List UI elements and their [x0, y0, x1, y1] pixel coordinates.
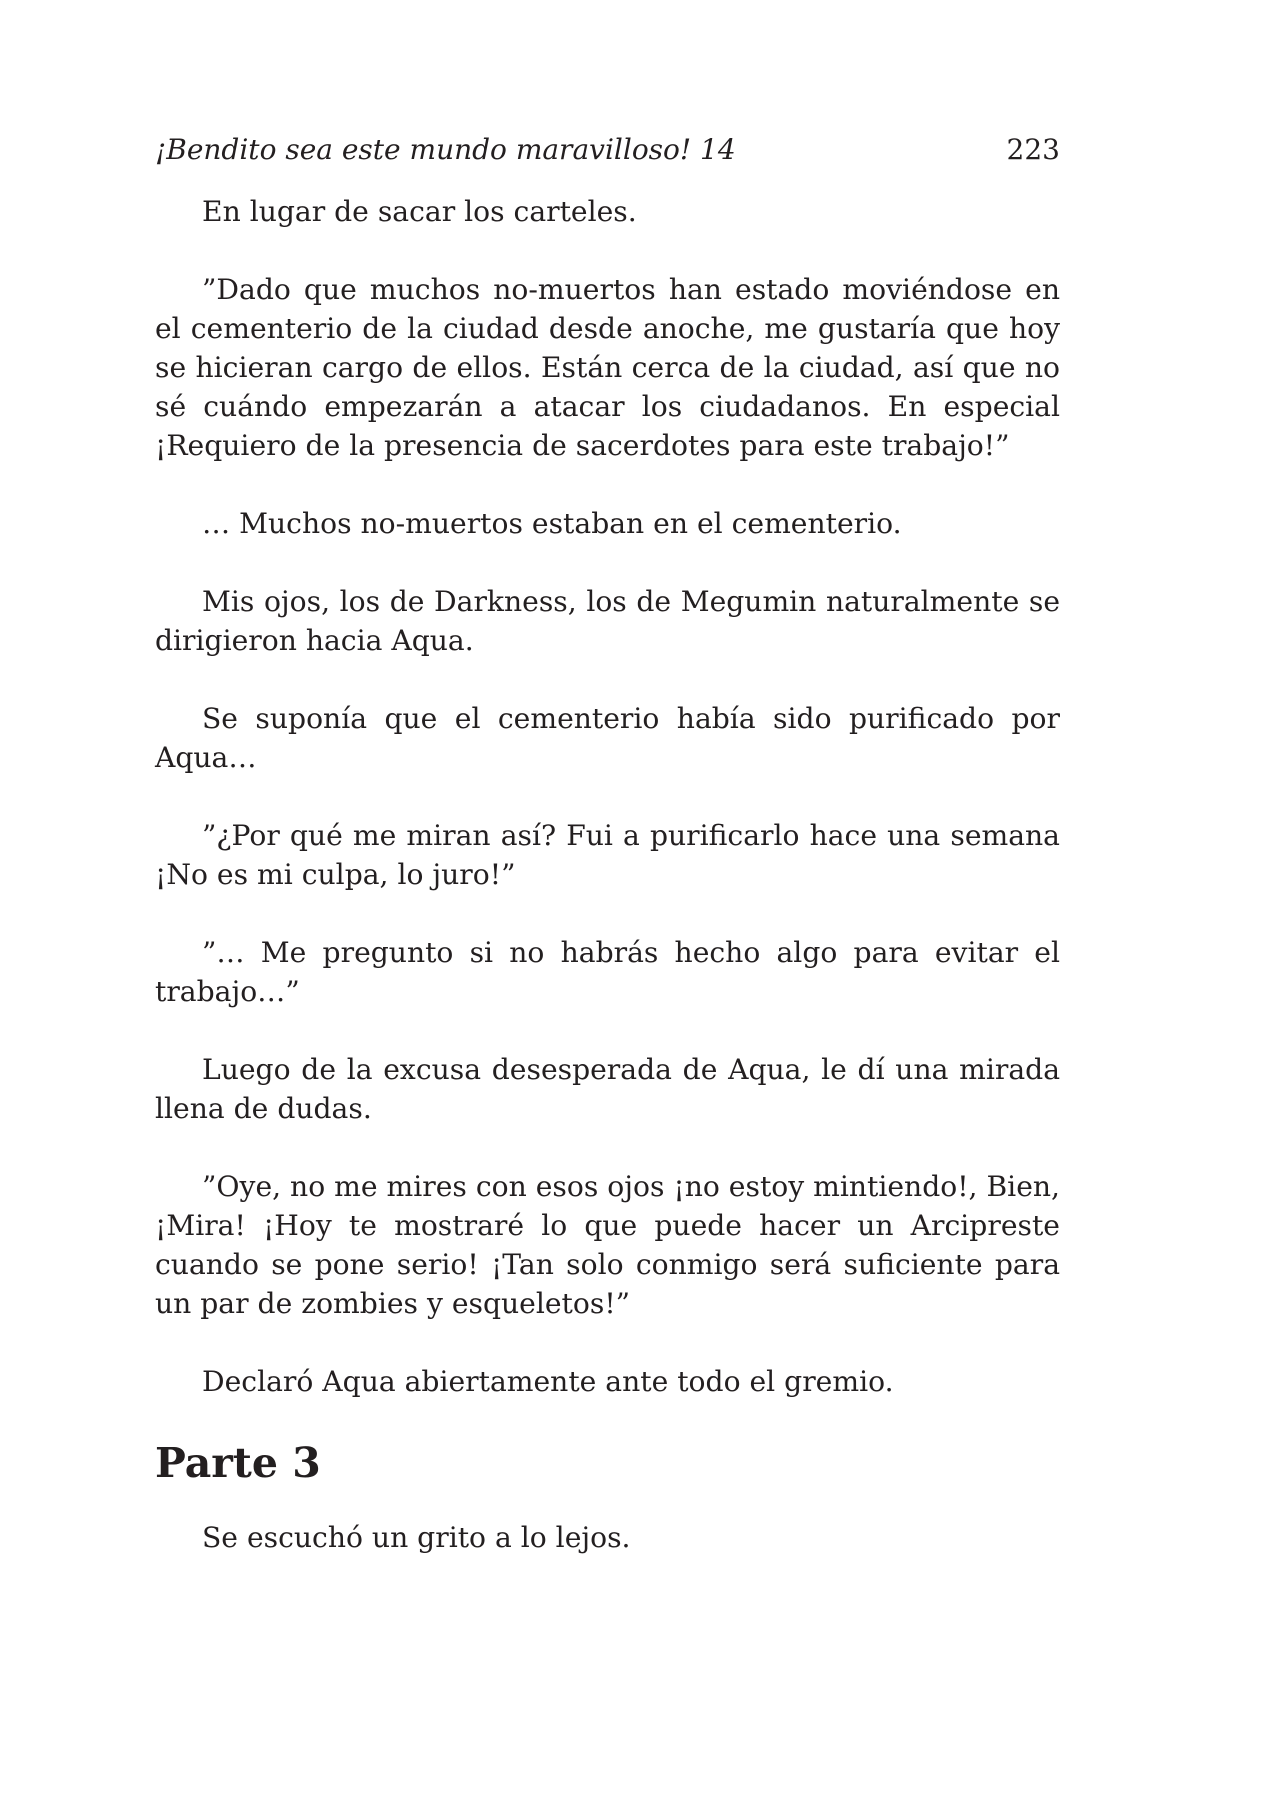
paragraph: ”Dado que muchos no-muertos han estado moviéndose en el cementerio de la ciudad desde anoche, me gustaría que hoy se hicieran cargo de ellos. Están cerca de la ciudad, así que no sé cuándo empezarán a atacar los ciudadanos. En especial ¡Requiero de la presencia de sacerdotes para este trabajo!” — [155, 273, 1060, 462]
paragraph: ”¿Por qué me miran así? Fui a purificarlo hace una semana ¡No es mi culpa, lo juro!” — [155, 819, 1060, 891]
running-header — [155, 130, 1060, 170]
paragraph: Se suponía que el cementerio había sido purificado por Aqua… — [155, 702, 1060, 774]
paragraph: Luego de la excusa desesperada de Aqua, le dí una mirada llena de dudas. — [155, 1053, 1060, 1125]
paragraph: Mis ojos, los de Darkness, los de Megumin naturalmente se dirigieron hacia Aqua. — [155, 585, 1060, 657]
paragraph: Declaró Aqua abiertamente ante todo el gremio. — [202, 1365, 894, 1398]
paragraph: ”Oye, no me mires con esos ojos ¡no estoy mintiendo!, Bien, ¡Mira! ¡Hoy te mostraré lo que puede hacer un Arcipreste cuando se pone serio! ¡Tan solo conmigo será suficiente para un par de zombies y esqueletos!” — [155, 1170, 1060, 1320]
paragraph: … Muchos no-muertos estaban en el cementerio. — [202, 507, 902, 540]
book-page — [155, 130, 1060, 1596]
book-title: ¡Bendito sea este mundo maravilloso! 14 — [155, 133, 736, 166]
page-number: 223 — [1006, 133, 1060, 166]
paragraph: En lugar de sacar los carteles. — [202, 195, 637, 228]
section-heading: Parte 3 — [155, 1439, 321, 1487]
paragraph: ”… Me pregunto si no habrás hecho algo para evitar el trabajo…” — [155, 936, 1060, 1008]
paragraph: Se escuchó un grito a lo lejos. — [202, 1521, 631, 1554]
body-text — [155, 192, 1060, 1557]
